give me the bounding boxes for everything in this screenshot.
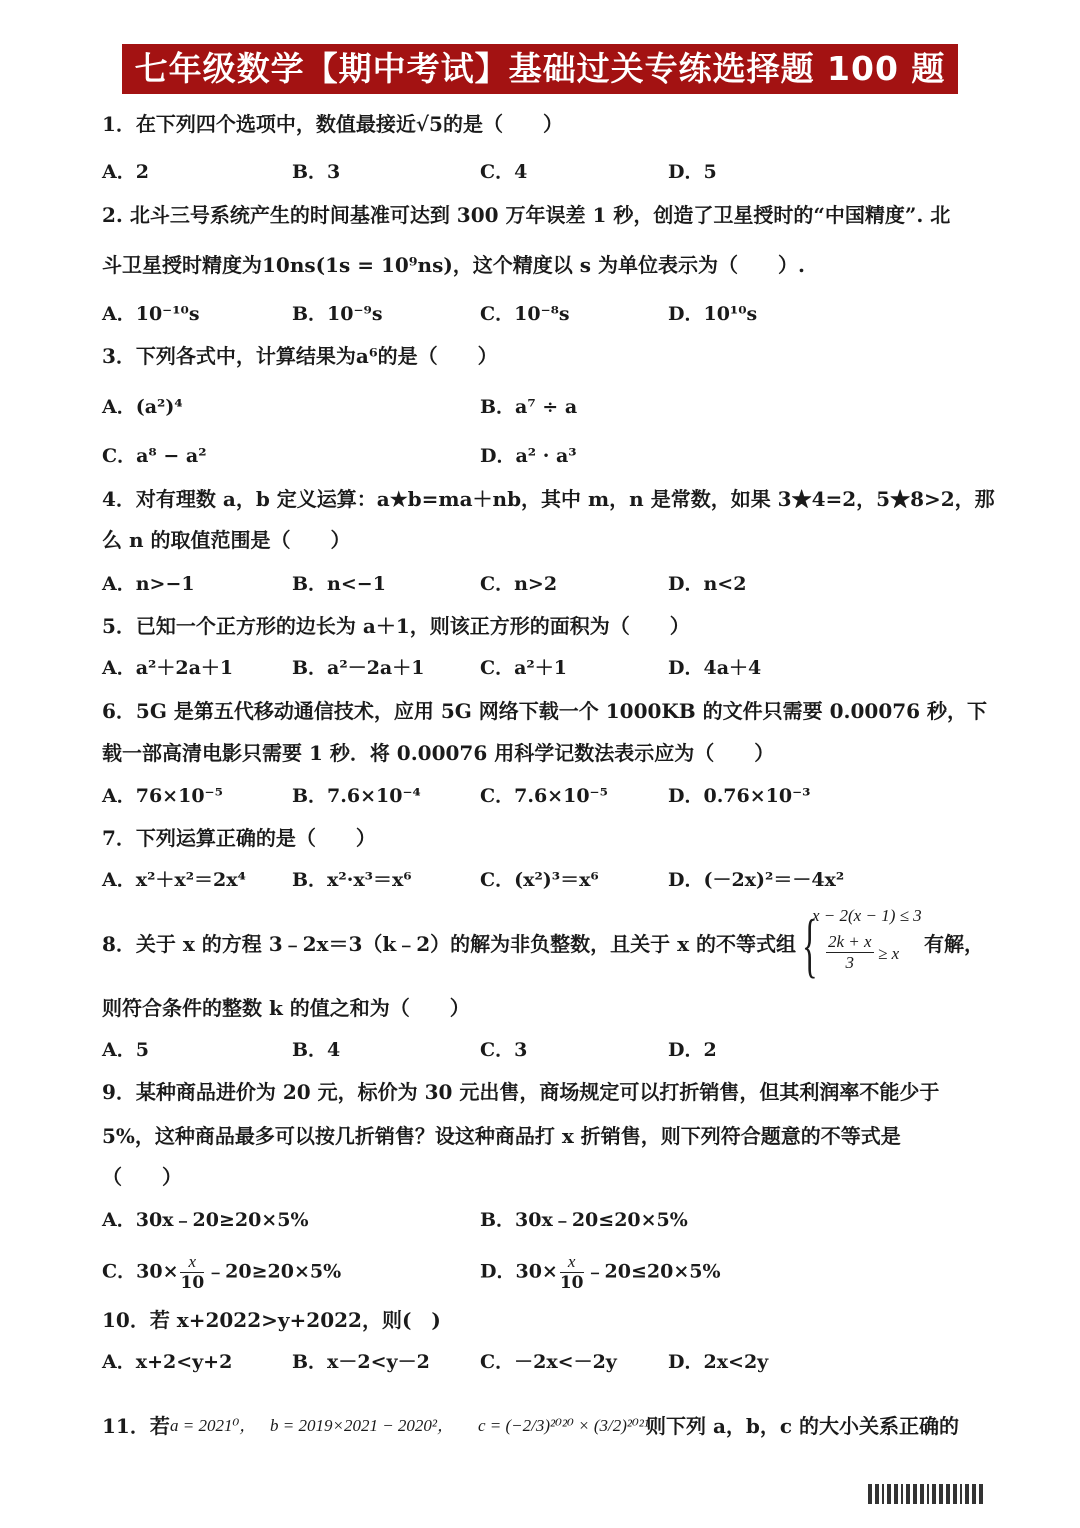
q5-option-c: C．a²＋1: [480, 657, 567, 679]
q9-option-c-prefix: C．30×: [102, 1260, 179, 1283]
q6-option-b: B．7.6×10⁻⁴: [292, 785, 421, 807]
q7-option-a: A．x²＋x²＝2x⁴: [102, 869, 246, 891]
question-8-line2: 则符合条件的整数 k 的值之和为（ ）: [102, 996, 470, 1020]
q1-option-d: D．5: [668, 161, 717, 183]
question-11-suffix: 则下列 a，b，c 的大小关系正确的: [646, 1414, 960, 1438]
fraction-denominator: 10: [559, 1273, 584, 1293]
question-9-line3: （ ）: [102, 1165, 182, 1189]
question-4-line2: 么 n 的取值范围是（ ）: [102, 528, 351, 552]
q2-option-a: A．10⁻¹⁰s: [102, 303, 200, 325]
question-11-c: c = (−2/3)²⁰²⁰ × (3/2)²⁰²¹: [478, 1416, 649, 1435]
question-6-line2: 载一部高清电影只需要 1 秒．将 0.00076 用科学记数法表示应为（ ）: [102, 741, 775, 765]
q9-option-d-suffix: ﹣20≤20×5%: [585, 1260, 721, 1283]
brace-icon: {: [802, 905, 818, 985]
q1-option-b: B．3: [292, 161, 341, 183]
q7-option-b: B．x²·x³＝x⁶: [292, 869, 412, 891]
question-2-line1: 2. 北斗三号系统产生的时间基准可达到 300 万年误差 1 秒，创造了卫星授时的“中国精度”. 北: [102, 203, 951, 227]
q7-option-d: D．(－2x)²＝－4x²: [668, 869, 845, 891]
q3-option-b: B．a⁷ ÷ a: [480, 396, 578, 418]
question-5-stem: 5．已知一个正方形的边长为 a＋1，则该正方形的面积为（ ）: [102, 614, 690, 638]
q1-option-a: A．2: [102, 161, 149, 183]
q6-option-d: D．0.76×10⁻³: [668, 785, 811, 807]
q9-option-c-fraction: [180, 1252, 204, 1293]
question-11-a: a = 2021⁰，: [170, 1416, 257, 1435]
q5-option-d: D．4a＋4: [668, 657, 762, 679]
q9-option-d: [480, 1252, 721, 1293]
q10-option-d: D．2x<2y: [668, 1351, 769, 1373]
question-3-stem: 3．下列各式中，计算结果为a⁶的是（ ）: [102, 344, 498, 368]
q4-option-d: D．n<2: [668, 573, 747, 595]
q4-option-c: C．n>2: [480, 573, 558, 595]
q3-option-d: D．a² · a³: [480, 445, 577, 467]
q9-option-d-fraction: [560, 1252, 584, 1293]
q2-option-c: C．10⁻⁸s: [480, 303, 570, 325]
q9-option-c: [102, 1252, 341, 1293]
question-11-prefix: 11．若: [102, 1414, 170, 1438]
q8-option-b: B．4: [292, 1039, 341, 1061]
q1-option-c: C．4: [480, 161, 528, 183]
q2-option-d: D．10¹⁰s: [668, 303, 758, 325]
q7-option-c: C．(x²)³＝x⁶: [480, 869, 599, 891]
question-4-line1: 4．对有理数 a，b 定义运算：a★b=ma＋nb，其中 m，n 是常数，如果 3★4=2，5★8>2，那: [102, 487, 995, 511]
system-fraction: [826, 932, 874, 973]
system-fraction-numerator: 2k + x: [828, 932, 872, 951]
fraction-numerator: x: [180, 1252, 204, 1273]
q9-option-c-suffix: ﹣20≥20×5%: [206, 1260, 342, 1283]
q6-option-c: C．7.6×10⁻⁵: [480, 785, 608, 807]
q5-option-a: A．a²＋2a＋1: [102, 657, 234, 679]
q6-option-a: A．76×10⁻⁵: [102, 785, 223, 807]
scan-marks-icon: [868, 1484, 1058, 1506]
question-11-b: b = 2019×2021 − 2020²，: [270, 1416, 455, 1435]
q8-option-a: A．5: [102, 1039, 149, 1061]
question-6-line1: 6．5G 是第五代移动通信技术，应用 5G 网络下载一个 1000KB 的文件只需要 0.00076 秒，下: [102, 699, 988, 723]
q9-option-d-prefix: D．30×: [480, 1260, 558, 1283]
question-7-stem: 7．下列运算正确的是（ ）: [102, 826, 376, 850]
q3-option-c: C．a⁸ − a²: [102, 445, 207, 467]
system-rhs: ≥ x: [878, 944, 900, 963]
q10-option-a: A．x+2<y+2: [102, 1351, 233, 1373]
q9-option-b: B．30x﹣20≤20×5%: [480, 1209, 688, 1231]
question-2-line2: 斗卫星授时精度为10ns(1s = 10⁹ns)，这个精度以 s 为单位表示为（ ）.: [102, 253, 805, 277]
q4-option-a: A．n>−1: [102, 573, 195, 595]
question-10-stem: 10．若 x+2022>y+2022，则( ): [102, 1308, 441, 1332]
question-9-line1: 9．某种商品进价为 20 元，标价为 30 元出售，商场规定可以打折销售，但其利润率不能少于: [102, 1080, 940, 1104]
q8-option-c: C．3: [480, 1039, 528, 1061]
system-line-1: x − 2(x − 1) ≤ 3: [812, 906, 922, 925]
system-fraction-denominator: 3: [845, 953, 855, 972]
question-1-stem: 1．在下列四个选项中，数值最接近√5的是（ ）: [102, 112, 563, 136]
inequality-system: [802, 906, 927, 984]
question-8-line1: 8．关于 x 的方程 3﹣2x＝3（k﹣2）的解为非负整数，且关于 x 的不等式组: [102, 932, 797, 956]
q5-option-b: B．a²－2a＋1: [292, 657, 425, 679]
q4-option-b: B．n<−1: [292, 573, 386, 595]
q8-option-d: D．2: [668, 1039, 717, 1061]
question-9-line2: 5%，这种商品最多可以按几折销售？设这种商品打 x 折销售，则下列符合题意的不等式是: [102, 1124, 901, 1148]
fraction-numerator: x: [560, 1252, 584, 1273]
q2-option-b: B．10⁻⁹s: [292, 303, 383, 325]
fraction-denominator: 10: [180, 1273, 205, 1293]
q3-option-a: A．(a²)⁴: [102, 396, 183, 418]
page-title: 七年级数学【期中考试】基础过关专练选择题 100 题: [122, 44, 958, 94]
q10-option-c: C．－2x<－2y: [480, 1351, 617, 1373]
question-8-line1-end: 有解，: [924, 932, 984, 956]
q10-option-b: B．x－2<y－2: [292, 1351, 430, 1373]
q9-option-a: A．30x﹣20≥20×5%: [102, 1209, 309, 1231]
